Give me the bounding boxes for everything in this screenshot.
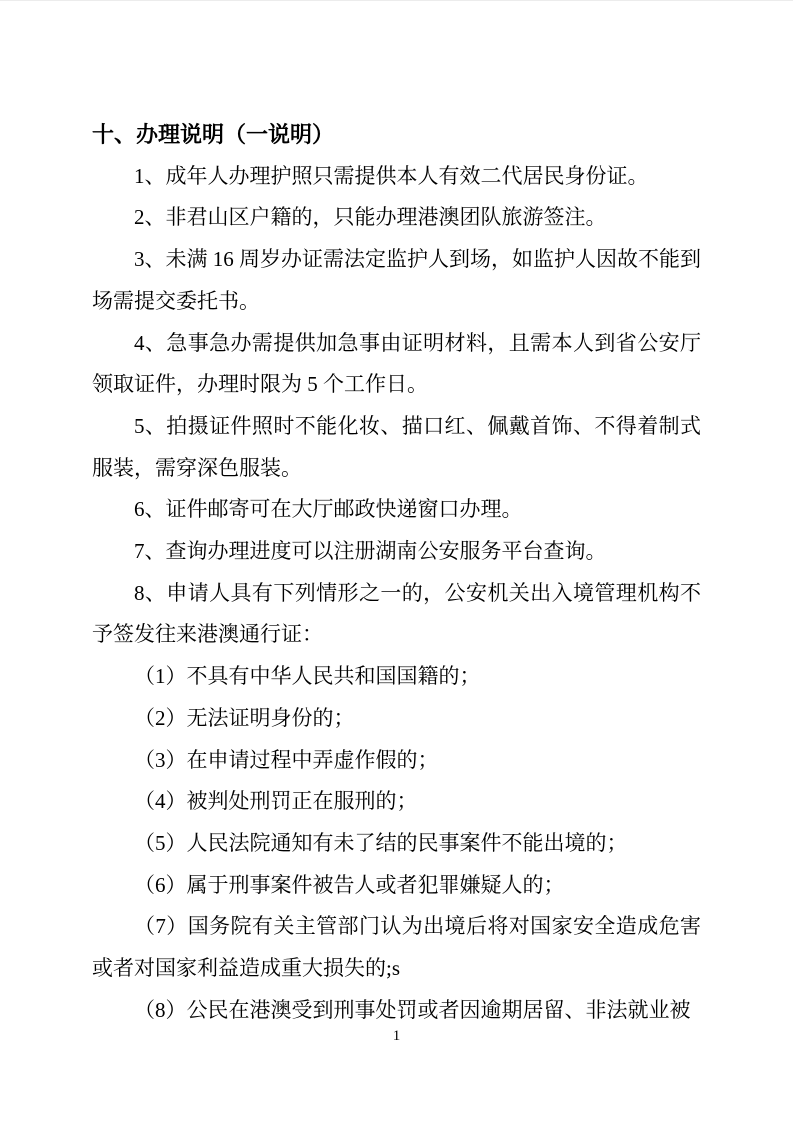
- list-item: 7、查询办理进度可以注册湖南公安服务平台查询。: [134, 539, 607, 564]
- list-item: 2、非君山区户籍的，只能办理港澳团队旅游签注。: [134, 205, 607, 230]
- sub-list-item: （8）公民在港澳受到刑事处罚或者因逾期居留、非法就业被: [134, 997, 691, 1022]
- list-item: 1、成年人办理护照只需提供本人有效二代居民身份证。: [134, 163, 649, 188]
- list-item: 4、急事急办需提供加急事由证明材料，且需本人到省公安厅领取证件，办理时限为 5 个工作日。: [92, 330, 701, 397]
- list-item: 3、未满 16 周岁办证需法定监护人到场，如监护人因故不能到场需提交委托书。: [92, 247, 701, 313]
- sub-list-item: （5）人民法院通知有未了结的民事案件不能出境的；: [134, 830, 628, 855]
- list-item: 6、证件邮寄可在大厅邮政快递窗口办理。: [134, 497, 523, 522]
- sub-list-item: （6）属于刑事案件被告人或者犯罪嫌疑人的；: [134, 872, 565, 897]
- sub-list-item: （1）不具有中华人民共和国国籍的；: [134, 664, 481, 689]
- sub-list-item: （2）无法证明身份的；: [134, 705, 355, 730]
- sub-list-item: （3）在申请过程中弄虚作假的；: [134, 747, 439, 772]
- page-number: 1: [392, 1028, 401, 1044]
- section-title: 十、办理说明（一说明）: [92, 122, 335, 147]
- list-item: 8、申请人具有下列情形之一的，公安机关出入境管理机构不予签发往来港澳通行证：: [92, 580, 701, 647]
- sub-list-item: （4）被判处刑罚正在服刑的；: [134, 789, 418, 814]
- list-item: 5、拍摄证件照时不能化妆、描口红、佩戴首饰、不得着制式服装，需穿深色服装。: [92, 413, 701, 480]
- sub-list-item: （7）国务院有关主管部门认为出境后将对国家安全造成危害或者对国家利益造成重大损失的;s: [92, 914, 701, 981]
